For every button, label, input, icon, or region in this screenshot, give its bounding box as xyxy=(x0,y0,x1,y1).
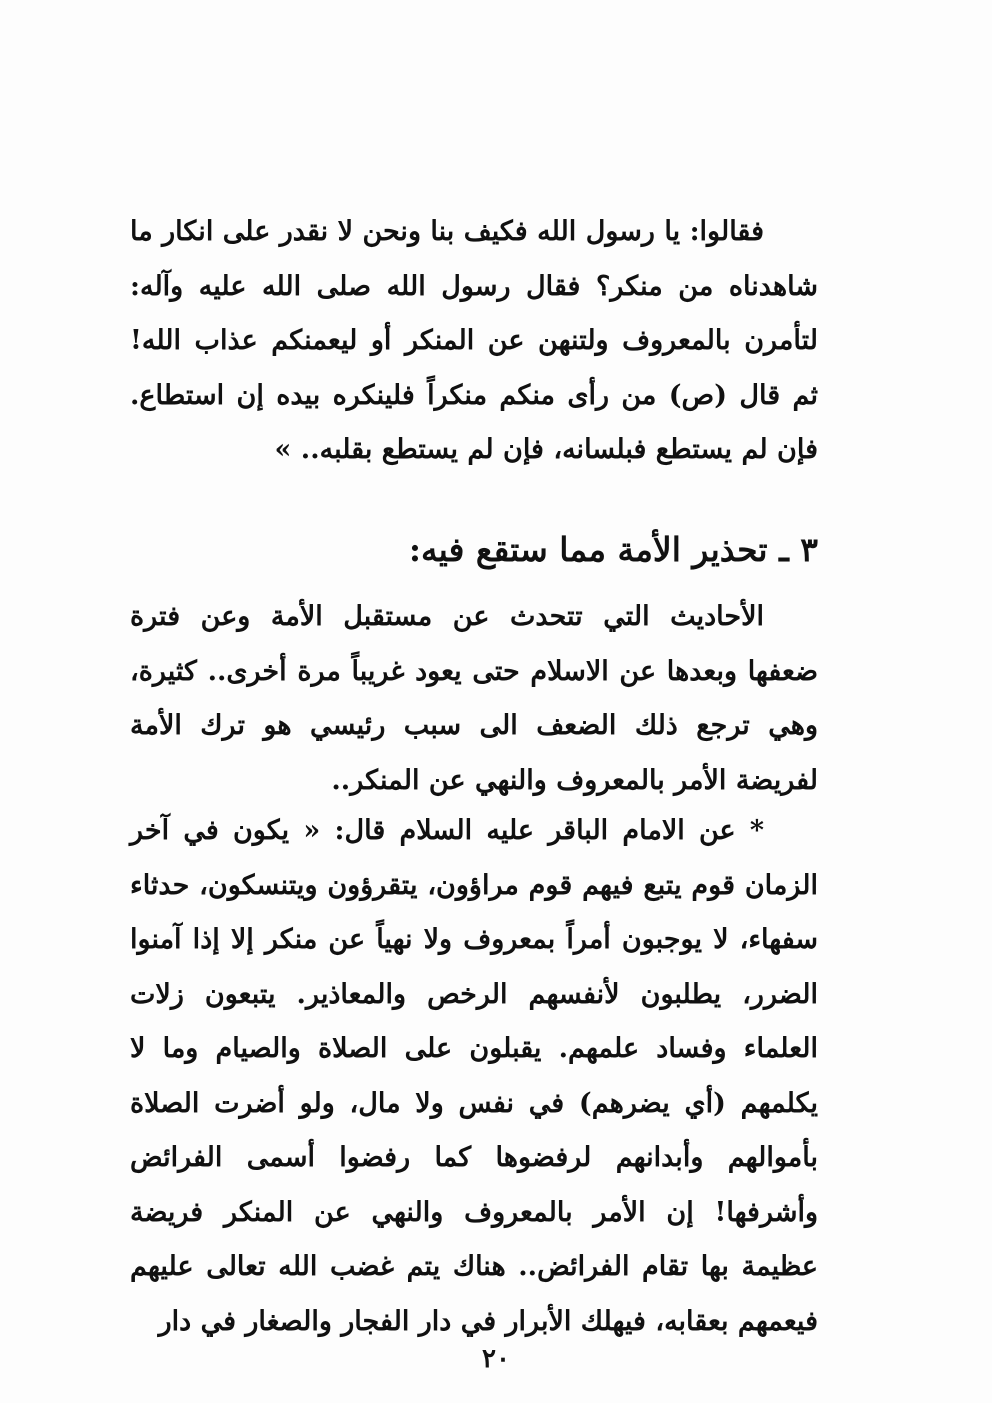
paragraph-imam-baqir-hadith xyxy=(130,804,818,1349)
section-heading: ٣ ـ تحذير الأمة مما ستقع فيه: xyxy=(408,530,818,569)
paragraph-text: فقالوا: يا رسول الله فكيف بنا ونحن لا نقدر على انكار ما شاهدناه من منكر؟ فقال رسول الله صلى الله عليه وآله: لتأمرن بالمعروف ولتنهن عن المنكر أو ليعمنكم عذاب الله! ثم قال (ص) من رأى منكم منكراً فلينكره بيده إن استطاع. فإن لم يستطع فبلسانه، فإن لم يستطع بقلبه.. » xyxy=(130,216,818,465)
paragraph-text: الأحاديث التي تتحدث عن مستقبل الأمة وعن فترة ضعفها وبعدها عن الاسلام حتى يعود غريباً مرة أخرى.. كثيرة، وهي ترجع ذلك الضعف الى سبب رئيسي هو ترك الأمة لفريضة الأمر بالمعروف والنهي عن المنكر.. xyxy=(130,601,818,796)
paragraph-hadith-continuation xyxy=(130,205,818,478)
paragraph-text: * عن الامام الباقر عليه السلام قال: « يكون في آخر الزمان قوم يتبع فيهم قوم مراؤون، يتقرؤون ويتنسكون، حدثاء سفهاء، لا يوجبون أمراً بمعروف ولا نهياً عن منكر إلا إذا آمنوا الضرر، يطلبون لأنفسهم الرخص والمعاذير. يتبعون زلات العلماء وفساد علمهم. يقبلون على الصلاة والصيام وما لا يكلمهم (أي يضرهم) في نفس ولا مال، ولو أضرت الصلاة بأموالهم وأبدانهم لرفضوها كما رفضوا أسمى الفرائض وأشرفها! إن الأمر بالمعروف والنهي عن المنكر فريضة عظيمة بها تقام الفرائض.. هناك يتم غضب الله تعالى عليهم فيعمهم بعقابه، فيهلك الأبرار في دار الفجار والصغار في دار xyxy=(130,815,818,1337)
page-number: ٢٠ xyxy=(482,1344,510,1374)
paragraph-hadiths-intro xyxy=(130,590,818,808)
